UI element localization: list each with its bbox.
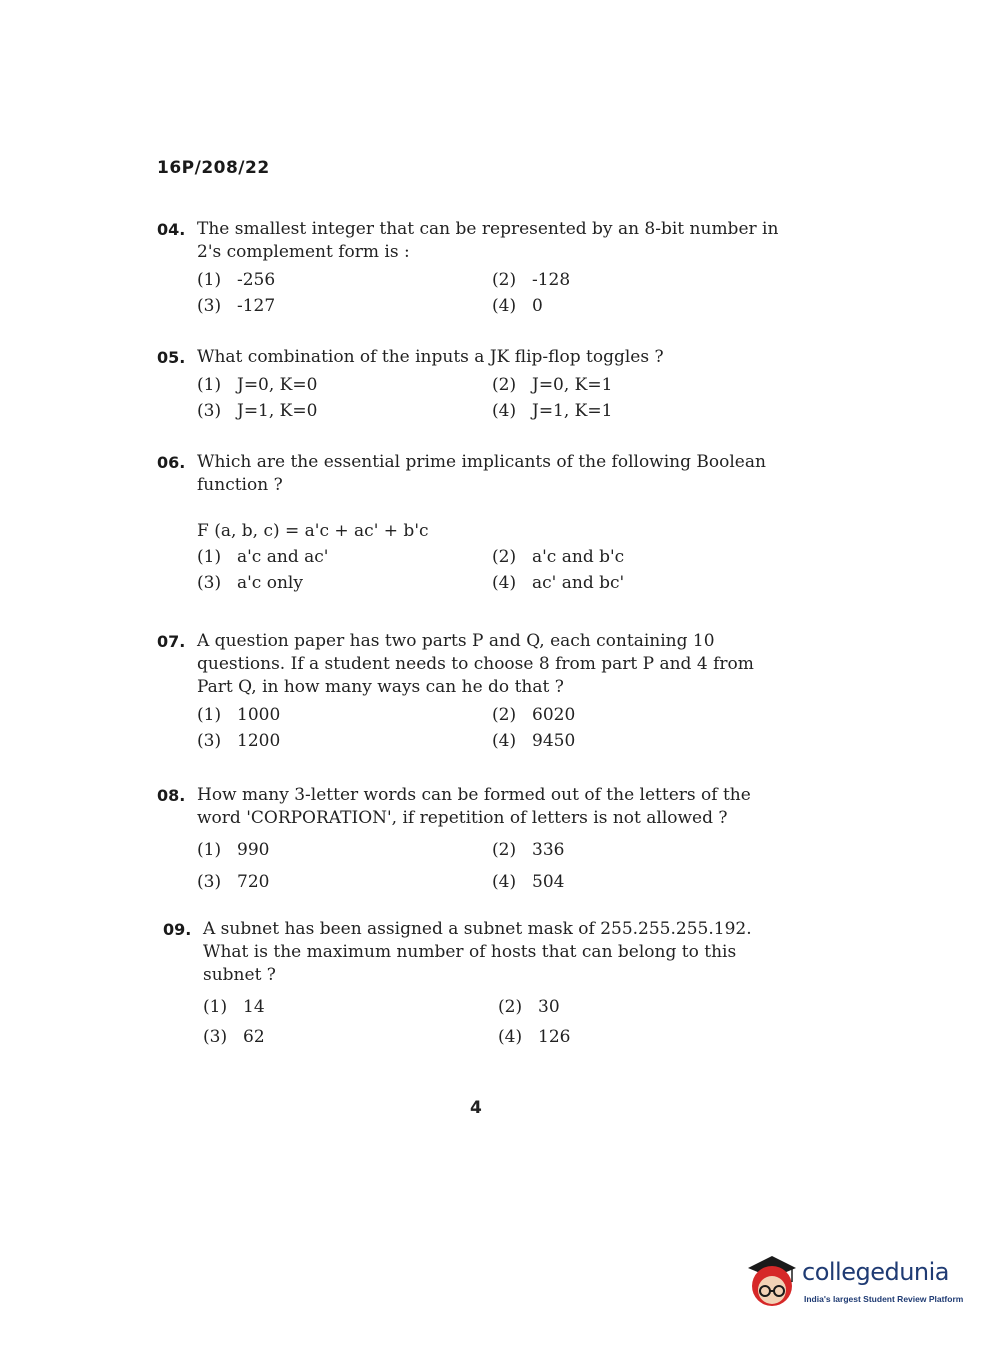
question-text: A subnet has been assigned a subnet mask of 255.255.255.192. What is the maximum number of hosts that can belong to this subnet ?	[203, 919, 752, 985]
options	[203, 997, 793, 1047]
option-2: (2) J=0, K=1	[492, 375, 613, 395]
question-number: 07.	[157, 632, 186, 651]
option-1: (1) 14	[203, 997, 265, 1017]
option-4: (4) 504	[492, 872, 565, 892]
option-4: (4) J=1, K=1	[492, 401, 613, 421]
option-3: (3) 1200	[197, 731, 281, 751]
option-2: (2) 30	[498, 997, 560, 1017]
options	[197, 270, 787, 316]
question-text: The smallest integer that can be represented by an 8-bit number in 2's complement form is :	[197, 219, 779, 262]
question-07	[157, 630, 787, 751]
question-06	[157, 451, 787, 593]
option-2: (2) a'c and b'c	[492, 547, 625, 567]
option-2: (2) -128	[492, 270, 571, 290]
option-4: (4) 0	[492, 296, 543, 316]
option-1: (1) J=0, K=0	[197, 375, 318, 395]
option-3: (3) 62	[203, 1027, 265, 1047]
option-1: (1) 990	[197, 840, 270, 860]
options	[197, 705, 787, 751]
question-09	[163, 918, 793, 1047]
option-3: (3) 720	[197, 872, 270, 892]
question-text: A question paper has two parts P and Q, each containing 10 questions. If a student needs to choose 8 from part P and 4 from Part Q, in how many ways can he do that ?	[197, 631, 754, 697]
question-08	[157, 784, 787, 892]
question-text: Which are the essential prime implicants of the following Boolean function ?	[197, 452, 766, 495]
logo-tagline: India's largest Student Review Platform	[804, 1294, 964, 1304]
question-number: 04.	[157, 220, 186, 239]
option-4: (4) ac' and bc'	[492, 573, 625, 593]
question-text: How many 3-letter words can be formed out of the letters of the word 'CORPORATION', if repetition of letters is not allowed ?	[197, 785, 751, 828]
question-number: 06.	[157, 453, 186, 472]
paper-code: 16P/208/22	[157, 158, 270, 178]
question-05	[157, 346, 787, 421]
page-number: 4	[470, 1098, 482, 1118]
collegedunia-logo	[742, 1250, 972, 1320]
options	[197, 840, 787, 892]
option-2: (2) 6020	[492, 705, 576, 725]
option-2: (2) 336	[492, 840, 565, 860]
option-1: (1) a'c and ac'	[197, 547, 329, 567]
option-3: (3) -127	[197, 296, 276, 316]
options	[197, 547, 787, 593]
option-1: (1) 1000	[197, 705, 281, 725]
question-number: 08.	[157, 786, 186, 805]
option-4: (4) 126	[498, 1027, 571, 1047]
option-1: (1) -256	[197, 270, 276, 290]
question-number: 09.	[163, 920, 192, 939]
options	[197, 375, 787, 421]
question-text: What combination of the inputs a JK flip-flop toggles ?	[197, 347, 664, 367]
option-3: (3) a'c only	[197, 573, 303, 593]
logo-brand: collegedunia	[802, 1258, 950, 1286]
question-04	[157, 218, 787, 316]
option-4: (4) 9450	[492, 731, 576, 751]
question-number: 05.	[157, 348, 186, 367]
mascot-icon	[742, 1250, 802, 1314]
option-3: (3) J=1, K=0	[197, 401, 318, 421]
boolean-function: F (a, b, c) = a'c + ac' + b'c	[197, 521, 429, 541]
